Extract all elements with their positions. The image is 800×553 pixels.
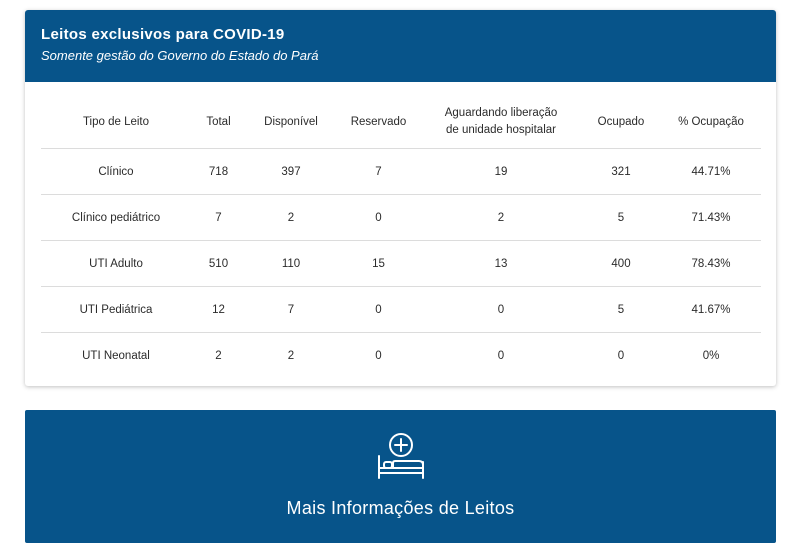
table-row xyxy=(41,149,761,195)
cell-reservado: 0 xyxy=(336,287,421,333)
cell-ocupado: 400 xyxy=(581,241,661,287)
cell-reservado: 0 xyxy=(336,195,421,241)
header-reservado: Reservado xyxy=(336,96,421,149)
beds-table xyxy=(41,96,761,378)
table-row xyxy=(41,333,761,379)
cell-tipo: Clínico xyxy=(41,149,191,195)
cell-reservado: 0 xyxy=(375,349,382,362)
cell-disponivel: 2 xyxy=(246,195,336,241)
header-ocupacao: % Ocupação xyxy=(661,96,761,149)
cell-ocupado: 5 xyxy=(581,287,661,333)
cell-tipo: UTI Pediátrica xyxy=(41,287,191,333)
card-title: Leitos exclusivos para COVID-19 xyxy=(41,26,285,43)
header-aguardando-line1: Aguardando liberação xyxy=(444,107,558,119)
cell-aguardando: 13 xyxy=(421,241,581,287)
more-info-beds-button[interactable] xyxy=(25,410,776,543)
more-info-label: Mais Informações de Leitos xyxy=(286,498,515,518)
cell-disponivel: 2 xyxy=(287,349,295,362)
card-subtitle: Somente gestão do Governo do Estado do Pará xyxy=(41,48,319,63)
cell-aguardando: 19 xyxy=(421,149,581,195)
cell-total: 510 xyxy=(191,241,246,287)
hospital-bed-icon xyxy=(375,432,427,482)
cell-disponivel: 397 xyxy=(246,149,336,195)
cell-total: 2 xyxy=(215,349,222,362)
cell-aguardando: 0 xyxy=(497,349,505,362)
header-disponivel: Disponível xyxy=(246,96,336,149)
cell-ocupacao: 78.43% xyxy=(661,241,761,287)
cell-aguardando: 0 xyxy=(421,287,581,333)
table-header-row xyxy=(41,96,761,149)
header-tipo: Tipo de Leito xyxy=(41,96,191,149)
cell-ocupado: 0 xyxy=(617,349,625,362)
cell-ocupacao: 71.43% xyxy=(661,195,761,241)
header-ocupado: Ocupado xyxy=(581,96,661,149)
cell-tipo: UTI Adulto xyxy=(41,241,191,287)
cell-total: 718 xyxy=(191,149,246,195)
table-row xyxy=(41,241,761,287)
covid-beds-card xyxy=(25,10,776,386)
table-row xyxy=(41,195,761,241)
cell-aguardando: 2 xyxy=(421,195,581,241)
cell-tipo: Clínico pediátrico xyxy=(41,195,191,241)
table-row xyxy=(41,287,761,333)
cell-ocupado: 321 xyxy=(581,149,661,195)
card-header xyxy=(25,10,776,82)
cell-ocupado: 5 xyxy=(581,195,661,241)
cell-disponivel: 110 xyxy=(246,241,336,287)
cell-total: 7 xyxy=(191,195,246,241)
cell-ocupacao: 0% xyxy=(702,349,720,362)
cell-reservado: 15 xyxy=(336,241,421,287)
header-aguardando-line2: de unidade hospitalar xyxy=(446,124,556,136)
header-aguardando xyxy=(421,96,581,149)
cell-tipo: UTI Neonatal xyxy=(82,349,150,362)
cell-disponivel: 7 xyxy=(246,287,336,333)
cell-ocupacao: 44.71% xyxy=(661,149,761,195)
cell-total: 12 xyxy=(191,287,246,333)
header-total: Total xyxy=(191,96,246,149)
cell-reservado: 7 xyxy=(336,149,421,195)
cell-ocupacao: 41.67% xyxy=(661,287,761,333)
